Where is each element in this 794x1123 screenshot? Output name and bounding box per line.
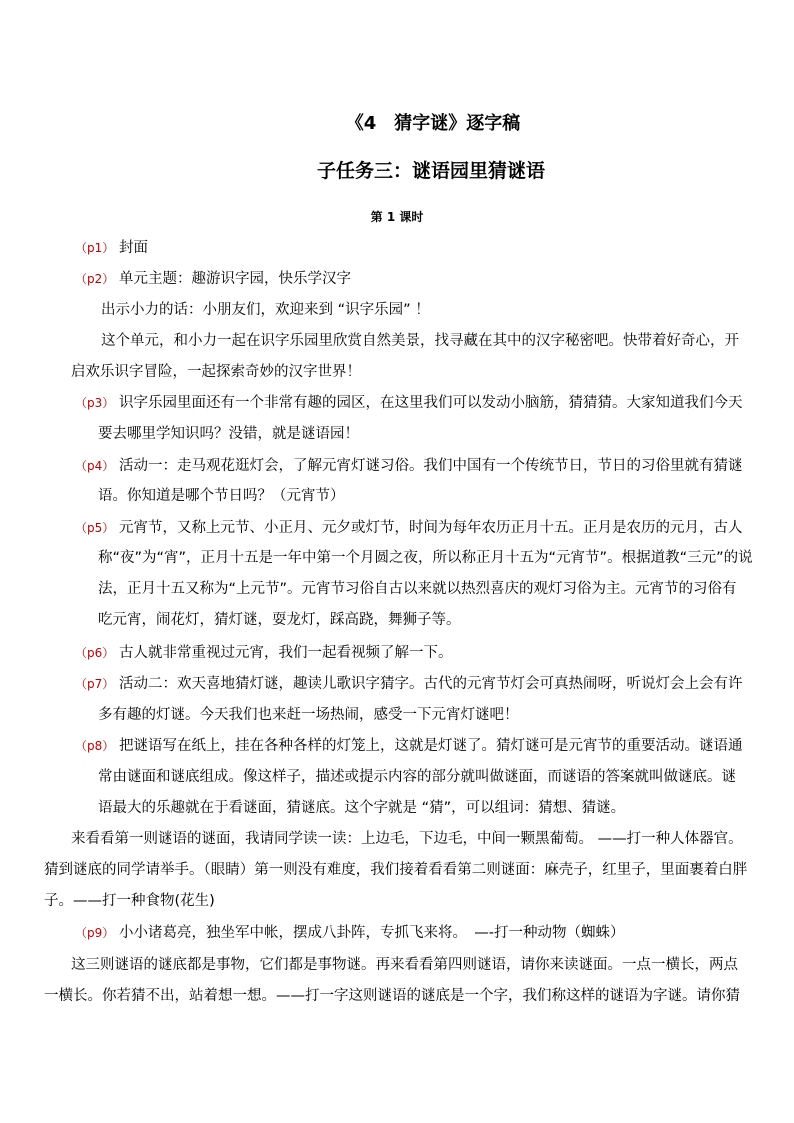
- paragraph-line: 这三则谜语的谜底都是事物，它们都是事物谜。再来看看第四则谜语，请你来读谜面。一点一横长，两点: [71, 957, 738, 973]
- paragraph-line: 出示小力的话：小朋友们，欢迎来到 “识字乐园” ！: [101, 302, 430, 318]
- paragraph-line: 语最大的乐趣就在于看谜面，猜谜底。这个字就是 “猜”，可以组词：猜想、猜谜。: [98, 800, 626, 816]
- lesson-label: 第 1 课时: [370, 210, 424, 224]
- slide-tag: （p1）: [75, 241, 115, 255]
- paragraph-line: 把谜语写在纸上，挂在各种各样的灯笼上，这就是灯谜了。猜灯谜可是元宵节的重要活动。谜语通: [119, 738, 743, 754]
- paragraph-line: 吃元宵，闹花灯，猜灯谜，耍龙灯，踩高跷，舞狮子等。: [98, 612, 461, 628]
- slide-tag: （p8）: [75, 739, 115, 753]
- document-title: 《4 猜字谜》逐字稿: [345, 113, 521, 134]
- paragraph-line: 活动二：欢天喜地猜灯谜，趣读儿歌识字猜字。古代的元宵节灯会可真热闹呀，听说灯会上会有许: [119, 676, 743, 692]
- slide-tag: （p3）: [75, 396, 115, 410]
- paragraph-line: 语。你知道是哪个节日吗？（元宵节）: [98, 488, 345, 504]
- paragraph-line: 常由谜面和谜底组成。像这样子，描述或提示内容的部分就叫做谜面，而谜语的答案就叫做谜底。谜: [98, 769, 736, 785]
- paragraph-line: 要去哪里学知识吗？没错，就是谜语园！: [98, 426, 359, 442]
- paragraph-line: 这个单元，和小力一起在识字乐园里欣赏自然美景，找寻藏在其中的汉字秘密吧。快带着好奇心，开: [101, 333, 739, 349]
- slide-tag: （p5）: [75, 521, 115, 535]
- paragraph-line: 法，正月十五又称为“上元节”。元宵节习俗自古以来就以热烈喜庆的观灯习俗为主。元宵节的习俗有: [98, 581, 737, 597]
- paragraph-line: 古人就非常重视过元宵，我们一起看视频了解一下。: [119, 645, 453, 661]
- paragraph-line: 小小诸葛亮，独坐军中帐，摆成八卦阵，专抓飞来将。 —-打一种动物（蜘蛛）: [119, 925, 625, 941]
- paragraph-line: 封面: [119, 240, 148, 256]
- paragraph-line: 识字乐园里面还有一个非常有趣的园区，在这里我们可以发动小脑筋，猜猜猜。大家知道我们今天: [119, 395, 743, 411]
- paragraph-line: 多有趣的灯谜。今天我们也来赶一场热闹，感受一下元宵灯谜吧！: [98, 707, 519, 723]
- paragraph-line: 来看看第一则谜语的谜面，我请同学读一读：上边毛，下边毛，中间一颗黑葡萄。 ——打一种人体器官。: [71, 831, 743, 847]
- slide-tag: （p4）: [75, 459, 115, 473]
- slide-tag: （p7）: [75, 677, 115, 691]
- paragraph-line: 启欢乐识字冒险，一起探索奇妙的汉字世界！: [71, 364, 361, 380]
- slide-tag: （p2）: [75, 272, 115, 286]
- paragraph-line: 称“夜”为“宵”，正月十五是一年中第一个月圆之夜，所以称正月十五为“元宵节”。根据道教“三元”的说: [98, 550, 753, 566]
- paragraph-line: 活动一：走马观花逛灯会，了解元宵灯谜习俗。我们中国有一个传统节日，节日的习俗里就有猜谜: [119, 458, 743, 474]
- slide-tag: （p6）: [75, 646, 115, 660]
- paragraph-line: 元宵节，又称上元节、小正月、元夕或灯节，时间为每年农历正月十五。正月是农历的元月，古人: [119, 520, 743, 536]
- paragraph-line: 子。——打一种食物(花生): [44, 893, 215, 909]
- document-subtitle: 子任务三：谜语园里猜谜语: [316, 160, 545, 182]
- slide-tag: （p9）: [75, 926, 115, 940]
- paragraph-line: 猜到谜底的同学请举手。（眼睛）第一则没有难度，我们接着看看第二则谜面：麻壳子，红里子，里面裹着白胖: [44, 862, 748, 878]
- paragraph-line: 一横长。你若猜不出，站着想一想。——打一字这则谜语的谜底是一个字，我们称这样的谜语为字谜。请你猜: [44, 988, 740, 1004]
- paragraph-line: 单元主题：趣游识字园，快乐学汉字: [119, 271, 351, 287]
